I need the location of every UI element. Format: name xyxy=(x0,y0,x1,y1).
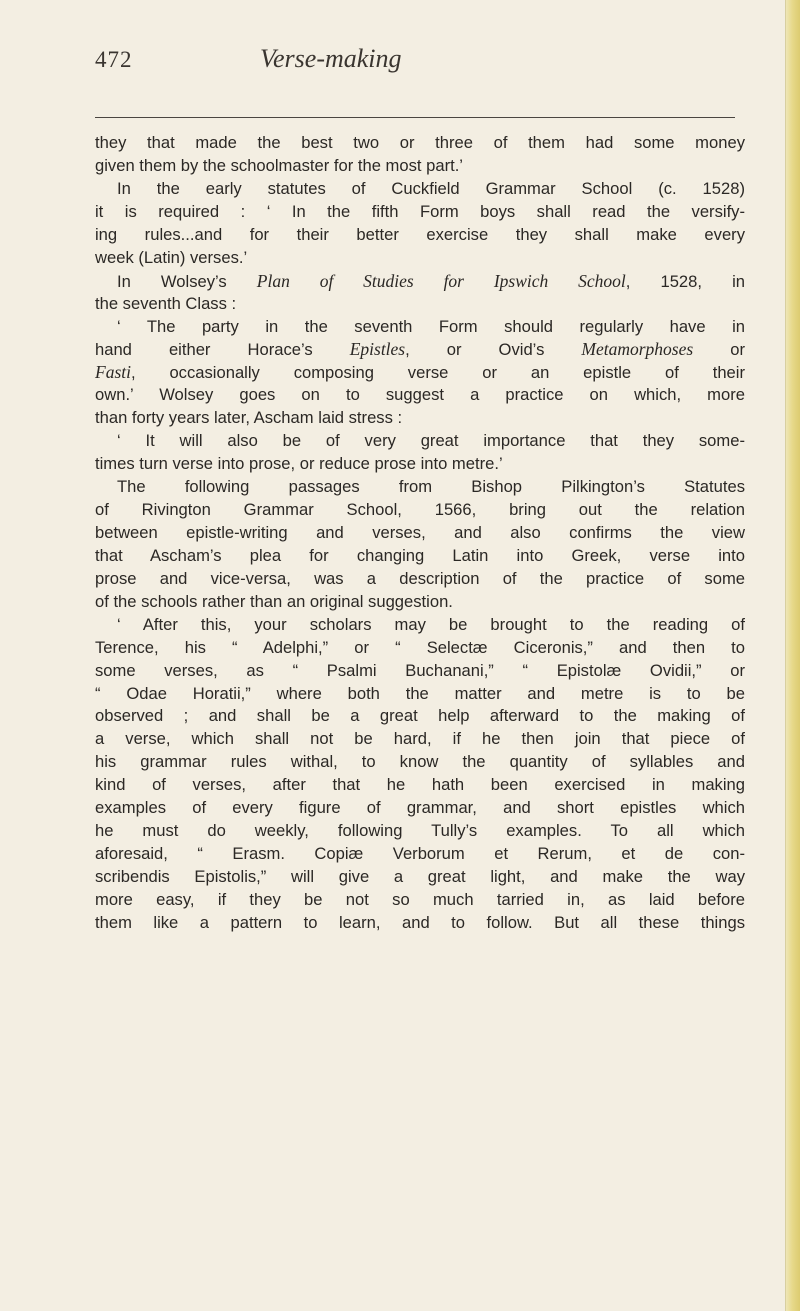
page-number: 472 xyxy=(95,47,133,72)
text-line: ‘ It will also be of very great importance that they some- xyxy=(117,431,745,451)
text-line: of the schools rather than an original suggestion. xyxy=(95,591,453,611)
text-line: ing rules...and for their better exercise they shall make every xyxy=(95,224,745,244)
text-line: they that made the best two or three of them had some money xyxy=(95,133,745,152)
text-line: the seventh Class : xyxy=(95,293,237,313)
text-line: it is required : ‘ In the fifth Form boys shall read the versify- xyxy=(95,201,745,221)
text-line: ‘ The party in the seventh Form should regularly have in xyxy=(117,316,745,336)
text-line: prose and vice-versa, was a description of the practice of some xyxy=(95,568,745,588)
text-line: his grammar rules withal, to know the quantity of syllables and xyxy=(95,752,745,772)
text-line: more easy, if they be not so much tarried in, as laid before xyxy=(95,889,745,909)
text-line: observed ; and shall be a great help afterward to the making of xyxy=(95,706,745,726)
text-line: times turn verse into prose, or reduce prose into metre.’ xyxy=(95,454,503,474)
text-line: than forty years later, Ascham laid stress : xyxy=(95,408,403,428)
text-line: The following passages from Bishop Pilkington’s Statutes xyxy=(117,477,745,497)
text-line: In the early statutes of Cuckfield Grammar School (c. 1528) xyxy=(117,178,745,198)
body-text xyxy=(95,132,745,935)
text-line: hand either Horace’s Epistles, or Ovid’s Metamorphoses or xyxy=(95,339,745,360)
text-line: a verse, which shall not be hard, if he then join that piece of xyxy=(95,729,745,749)
text-line: he must do weekly, following Tully’s examples. To all which xyxy=(95,821,745,841)
text-line: Terence, his “ Adelphi,” or “ Selectæ Ciceronis,” and then to xyxy=(95,637,745,657)
text-line: them like a pattern to learn, and to follow. But all these things xyxy=(95,912,745,932)
text-line: given them by the schoolmaster for the most part.’ xyxy=(95,155,463,175)
page-header xyxy=(95,38,740,88)
text-line: Fasti, occasionally composing verse or an epistle of their xyxy=(95,362,745,383)
text-line: some verses, as “ Psalmi Buchanani,” “ Epistolæ Ovidii,” or xyxy=(95,660,745,680)
text-line: examples of every figure of grammar, and short epistles which xyxy=(95,798,745,818)
text-line: week (Latin) verses.’ xyxy=(95,247,248,267)
header-rule xyxy=(95,117,735,118)
text-line: aforesaid, “ Erasm. Copiæ Verborum et Rerum, et de con- xyxy=(95,844,745,864)
running-head: Verse-making xyxy=(260,44,402,73)
text-line: “ Odae Horatii,” where both the matter and metre is to be xyxy=(95,683,745,703)
page-edge xyxy=(785,0,800,1311)
text-line: of Rivington Grammar School, 1566, bring out the relation xyxy=(95,500,745,519)
text-line: between epistle-writing and verses, and also confirms the view xyxy=(95,522,745,542)
text-line: own.’ Wolsey goes on to suggest a practice on which, more xyxy=(95,385,745,405)
text-line: kind of verses, after that he hath been exercised in making xyxy=(95,775,745,795)
text-line: In Wolsey’s Plan of Studies for Ipswich School, 1528, in xyxy=(117,270,745,291)
text-line: that Ascham’s plea for changing Latin into Greek, verse into xyxy=(95,545,745,565)
text-line: ‘ After this, your scholars may be brought to the reading of xyxy=(117,614,745,634)
text-line: scribendis Epistolis,” will give a great light, and make the way xyxy=(95,867,745,886)
